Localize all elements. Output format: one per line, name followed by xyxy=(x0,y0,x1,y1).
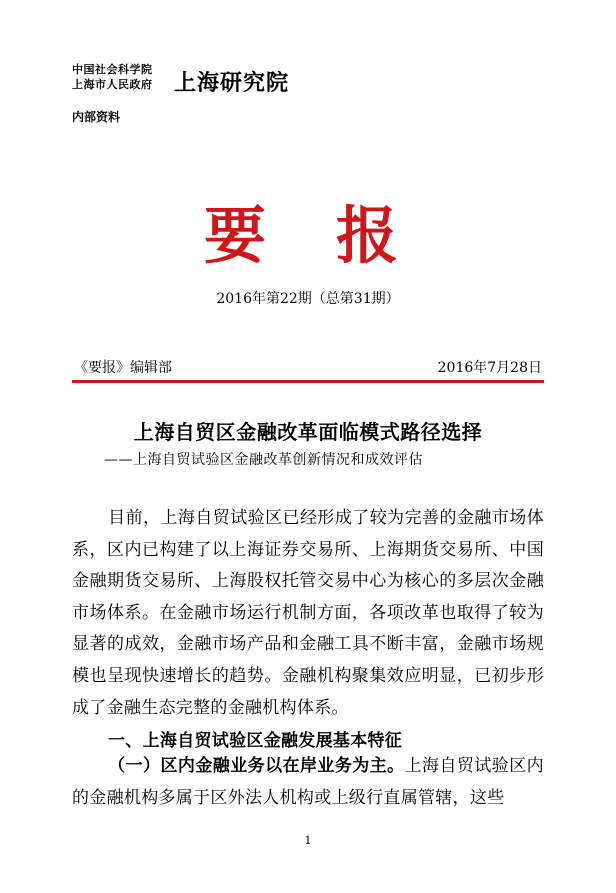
report-title-char-1: 要 xyxy=(204,199,269,272)
page-number: 1 xyxy=(304,834,312,847)
paragraph-subsection xyxy=(72,751,544,814)
publish-date: 2016年7月28日 xyxy=(437,360,542,376)
article-title: 上海自贸区金融改革面临模式路径选择 xyxy=(133,420,483,444)
paragraph-intro-text: 目前，上海自贸试验区已经形成了较为完善的金融市场体系，区内已构建了以上海证券交易所、上海期货交易所、中国金融期货交易所、上海股权托管交易中心为核心的多层次金融市场体系。在金融市场运行机制方面，各项改革也取得了较为显著的成效，金融市场产品和金融工具不断丰富，金融市场规模也呈现快速增长的趋势。金融机构聚集效应明显，已初步形成了金融生态完整的金融机构体系。 xyxy=(72,508,544,718)
header-rule xyxy=(72,380,544,383)
org-name-shanghai-gov: 上海市人民政府 xyxy=(72,78,153,91)
editor-name: 《要报》编辑部 xyxy=(74,360,172,376)
subsection-title: （一）区内金融业务以在岸业务为主。 xyxy=(108,756,405,776)
report-title-char-2: 报 xyxy=(336,199,401,272)
institute-name: 上海研究院 xyxy=(174,70,290,96)
paragraph-intro xyxy=(72,503,544,724)
article-subtitle: ——上海自贸试验区金融改革创新情况和成效评估 xyxy=(104,452,423,468)
subsection-text: 上海自贸试验区内的金融机构多属于区外法人机构或上级行直属管辖，这些 xyxy=(72,756,544,808)
section-heading: 一、上海自贸试验区金融发展基本特征 xyxy=(108,731,403,751)
issue-number: 2016年第22期（总第31期） xyxy=(216,291,400,307)
org-name-cass: 中国社会科学院 xyxy=(72,63,153,76)
internal-label: 内部资料 xyxy=(72,110,121,124)
